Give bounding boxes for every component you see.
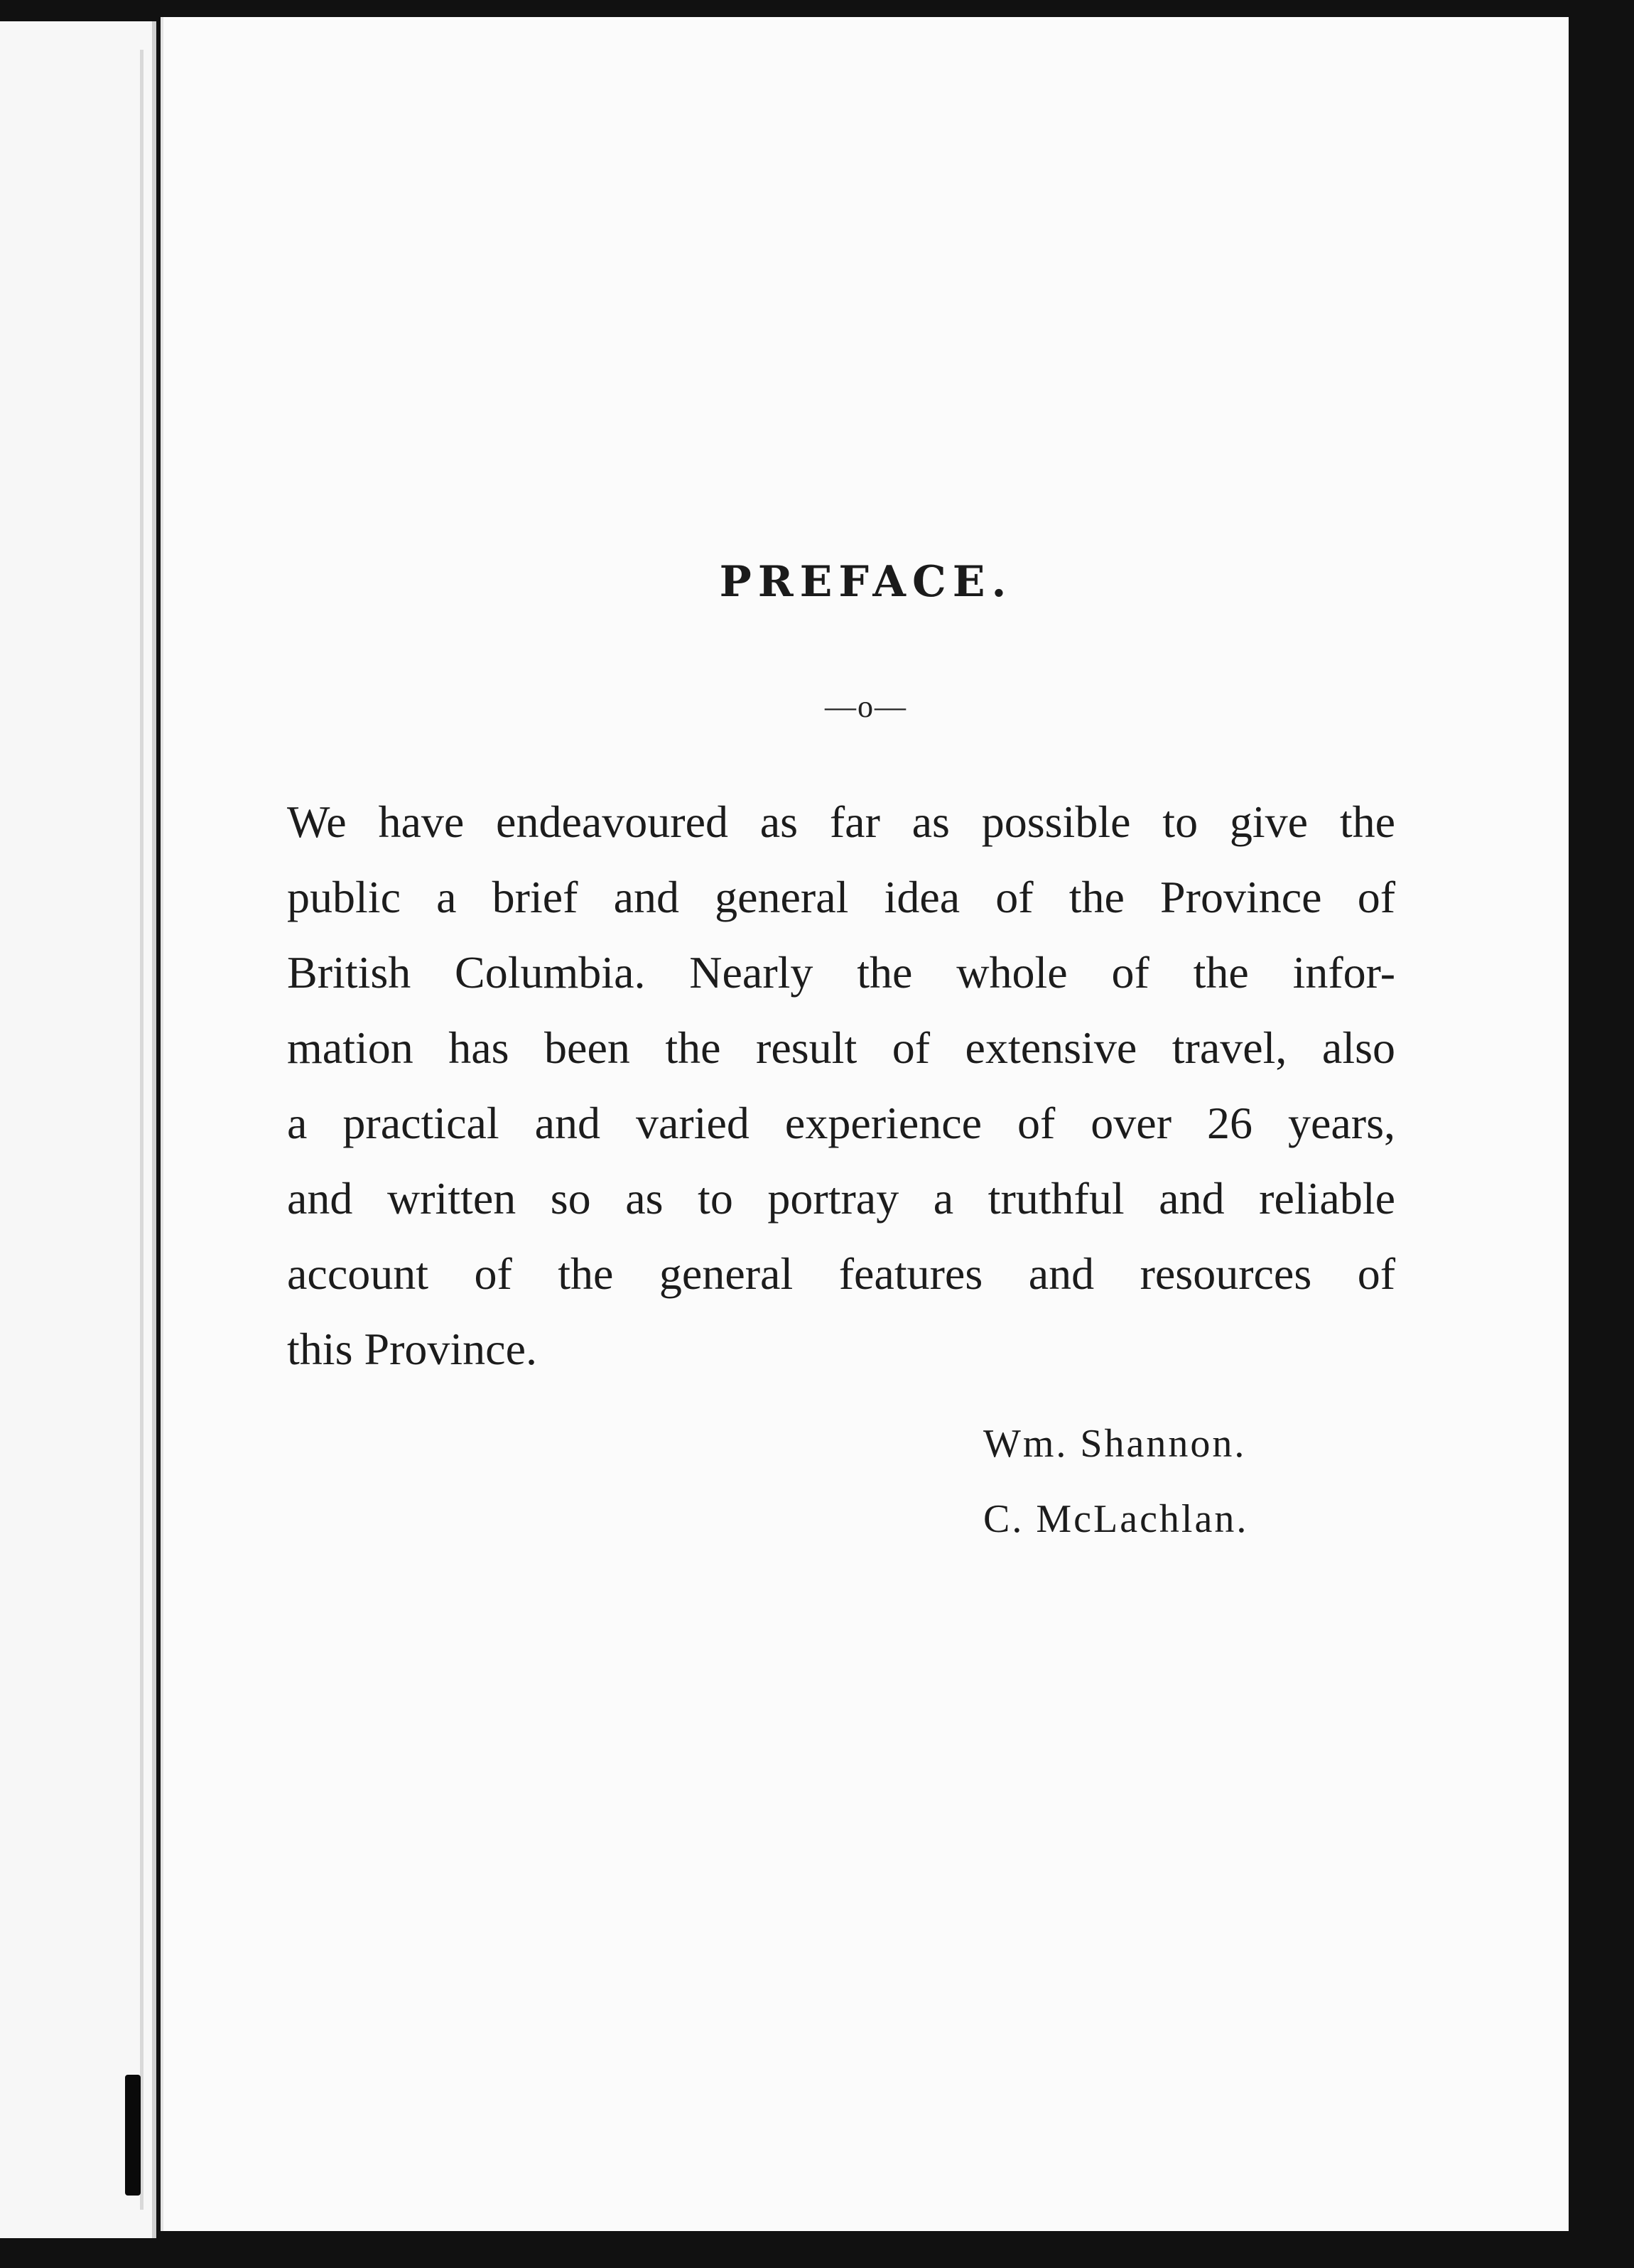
- document-page: [161, 17, 1569, 2231]
- facing-page-edge: [0, 21, 156, 2238]
- preface-paragraph: [287, 784, 1395, 1387]
- paragraph-line: We have endeavoured as far as possible to give the: [287, 796, 1395, 847]
- signature-block: [983, 1406, 1248, 1557]
- signature-author-1: Wm. Shannon.: [983, 1422, 1247, 1466]
- page-spine: [140, 50, 144, 2210]
- paragraph-line: public a brief and general idea of the Province of: [287, 872, 1395, 922]
- paragraph-line: British Columbia. Nearly the whole of the infor-: [287, 947, 1395, 998]
- page-heading: PREFACE.: [719, 557, 1013, 607]
- signature-author-2: C. McLachlan.: [983, 1497, 1249, 1541]
- paragraph-line: account of the general features and resources of: [287, 1248, 1395, 1299]
- paragraph-line: mation has been the result of extensive travel, also: [287, 1022, 1395, 1073]
- paragraph-line: and written so as to portray a truthful and reliable: [287, 1173, 1395, 1224]
- binding-mark: [125, 2075, 141, 2196]
- paragraph-line: this Province.: [287, 1324, 537, 1374]
- ornament-divider: —o—: [825, 689, 907, 724]
- paragraph-line: a practical and varied experience of over 26 years,: [287, 1098, 1395, 1148]
